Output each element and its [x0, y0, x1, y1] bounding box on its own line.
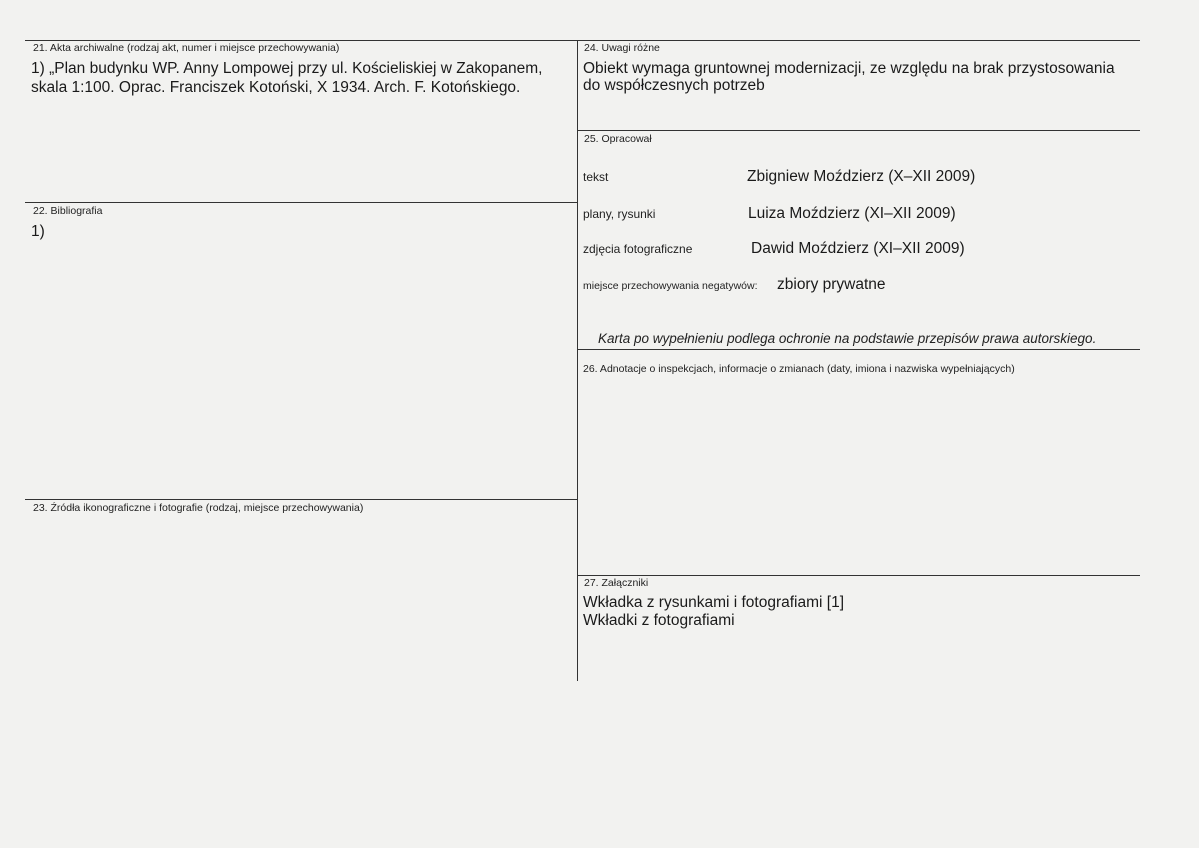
rule-26-top: [578, 349, 1140, 350]
author-row-text-value: Zbigniew Moździerz (X–XII 2009): [747, 168, 976, 185]
section-21-label: 21. Akta archiwalne (rodzaj akt, numer i miejsce przechowywania): [33, 42, 340, 54]
author-row-text-key: tekst: [583, 170, 609, 184]
section-21-line-1: 1) „Plan budynku WP. Anny Lompowej przy ul. Kościeliskiej w Zakopanem,: [31, 60, 543, 77]
author-row-drawings-key: plany, rysunki: [583, 207, 656, 221]
rule-25-top: [578, 130, 1140, 131]
rule-23-top: [25, 499, 577, 500]
author-row-photos-value: Dawid Moździerz (XI–XII 2009): [751, 240, 965, 257]
section-26-label: 26. Adnotacje o inspekcjach, informacje o zmianach (daty, imiona i nazwiska wypełniających): [583, 363, 1015, 375]
section-24-line-1: Obiekt wymaga gruntownej modernizacji, ze względu na brak przystosowania: [583, 60, 1115, 77]
section-21-line-2: skala 1:100. Oprac. Franciszek Kotoński, X 1934. Arch. F. Kotońskiego.: [31, 79, 521, 96]
author-row-photos-key: zdjęcia fotograficzne: [583, 242, 693, 256]
center-divider: [577, 40, 578, 681]
section-22-line-1: 1): [31, 223, 45, 240]
section-27-line-2: Wkładki z fotografiami: [583, 612, 735, 629]
rule-24-top: [578, 40, 1140, 41]
author-row-drawings-value: Luiza Moździerz (XI–XII 2009): [748, 205, 956, 222]
negatives-label: miejsce przechowywania negatywów:: [583, 280, 758, 292]
section-27-label: 27. Załączniki: [584, 577, 649, 589]
section-25-label: 25. Opracował: [584, 133, 652, 145]
section-27-line-1: Wkładka z rysunkami i fotografiami [1]: [583, 594, 845, 611]
rule-21-top: [25, 40, 577, 41]
section-23-label: 23. Źródła ikonograficzne i fotografie (rodzaj, miejsce przechowywania): [33, 502, 364, 514]
rule-27-top: [578, 575, 1140, 576]
copyright-note: Karta po wypełnieniu podlega ochronie na podstawie przepisów prawa autorskiego.: [598, 331, 1097, 346]
rule-22-top: [25, 202, 577, 203]
negatives-value: zbiory prywatne: [777, 276, 886, 293]
section-22-label: 22. Bibliografia: [33, 205, 103, 217]
section-24-label: 24. Uwagi różne: [584, 42, 660, 54]
section-24-line-2: do współczesnych potrzeb: [583, 77, 765, 94]
